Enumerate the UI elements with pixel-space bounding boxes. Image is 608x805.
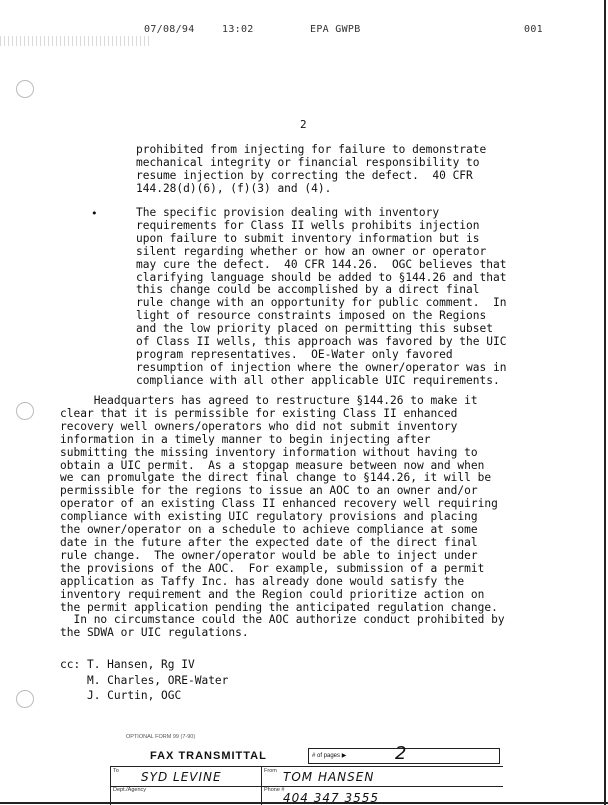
paragraph-inventory-provision: The specific provision dealing with inventory requirements for Class II wells prohibits injection upon failure to submit inventory information but is silent regarding whether or how an owner or operator may cure the defect. 40 CFR 144.26. OGC believes that clarifying language should be added to §144.26 and that this change could be accomplished by a direct final rule change with an opportunity for public comment. In light of resource constraints imposed on the Regions and the low priority placed on permitting this subset of Class II wells, this approach was favored by the UIC program representatives. OE-Water only favored resumption of injection where the owner/operator was in compliance with all other applicable UIC requirements. bbox=[136, 206, 507, 387]
fax-header-sender: EPA GWPB bbox=[310, 24, 361, 35]
form-divider bbox=[111, 786, 503, 787]
phone-label: Phone # bbox=[264, 787, 285, 793]
bullet-icon: • bbox=[91, 207, 98, 220]
fax-header-page-code: 001 bbox=[524, 24, 543, 35]
paragraph-continuation: prohibited from injecting for failure to demonstrate mechanical integrity or financial responsibility to resume injection by correcting the defect. 40 CFR 144.28(d)(6), (f)(3) and (4). bbox=[136, 143, 487, 195]
cc-label: cc: bbox=[60, 658, 81, 671]
cc-recipient: J. Curtin, OGC bbox=[86, 689, 182, 702]
cc-list bbox=[60, 657, 228, 704]
form-title: FAX TRANSMITTAL bbox=[150, 750, 267, 762]
fax-header-date: 07/08/94 bbox=[144, 24, 195, 35]
paragraph-headquarters: Headquarters has agreed to restructure §144.26 to make it clear that it is permissible for existing Class II enhanced recovery well owners/operators who did not submit inventory information in a timely manner to begin injecting after submitting the missing inventory information without having to obtain a UIC permit. As a stopgap measure between now and when we can promulgate the direct final change to §144.26, it will be permissible for the regions to issue an AOC to an owner and/or operator of an existing Class II enhanced recovery well requiring compliance with existing UIC regulatory provisions and placing the owner/operator on a schedule to achieve compliance at some date in the future after the expected date of the direct final rule change. The owner/operator would be able to inject under the provisions of the AOC. For example, submission of a permit application as Taffy Inc. has already done would satisfy the inventory requirement and the Region could prioritize action on the permit application pending the anticipated regulation change. In no circumstance could the AOC authorize conduct prohibited by the SDWA or UIC regulations. bbox=[60, 394, 505, 640]
form-divider bbox=[261, 767, 262, 805]
from-label: From bbox=[264, 768, 277, 774]
cc-line-2 bbox=[60, 673, 228, 689]
phone-value: 404 347 3555 bbox=[283, 791, 379, 805]
form-number: OPTIONAL FORM 99 (7-90) bbox=[126, 734, 196, 740]
page-number: 2 bbox=[300, 118, 307, 131]
fax-transmittal-form bbox=[100, 728, 608, 805]
cc-recipient: T. Hansen, Rg IV bbox=[86, 658, 195, 671]
to-value: SYD LEVINE bbox=[141, 770, 222, 784]
punch-hole-icon bbox=[16, 402, 34, 420]
scan-noise bbox=[0, 36, 150, 46]
pages-box bbox=[308, 743, 500, 764]
fax-header-time: 13:02 bbox=[222, 24, 254, 35]
pages-label: # of pages ▶ bbox=[312, 753, 347, 759]
punch-hole-icon bbox=[16, 690, 34, 708]
form-fields bbox=[110, 766, 503, 805]
cc-line-1 bbox=[60, 657, 228, 673]
dept-label: Dept./Agency bbox=[113, 787, 147, 793]
punch-hole-icon bbox=[16, 80, 34, 98]
page-edge-right bbox=[604, 0, 606, 805]
cc-recipient: M. Charles, ORE-Water bbox=[86, 673, 229, 687]
from-value: TOM HANSEN bbox=[283, 770, 375, 784]
cc-line-3 bbox=[60, 688, 228, 704]
pages-value: 2 bbox=[395, 743, 407, 764]
to-label: To bbox=[113, 768, 119, 774]
